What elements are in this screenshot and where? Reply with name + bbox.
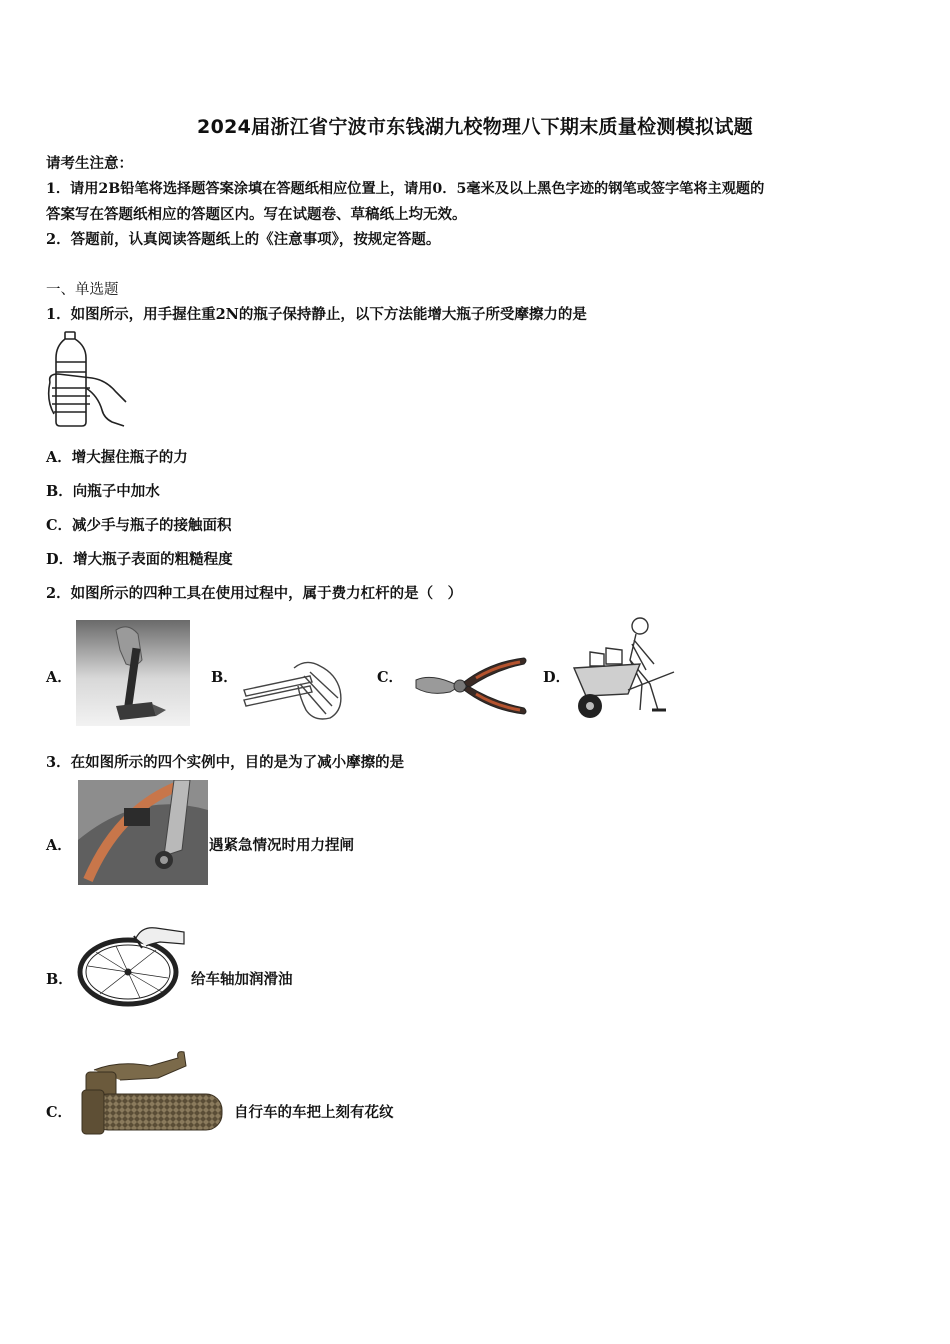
notice-line-1b: 答案写在答题纸相应的答题区内。写在试题卷、草稿纸上均无效。 — [46, 206, 467, 223]
q3-caption-a: 遇紧急情况时用力捏闸 — [209, 837, 354, 854]
pliers-figure — [410, 652, 530, 716]
q2-stem: 2．如图所示的四种工具在使用过程中，属于费力杠杆的是（ ） — [46, 585, 463, 602]
q3-label-b: B． — [46, 971, 73, 988]
q2-label-c: C． — [377, 669, 404, 686]
bicycle-handlebar-grip-figure — [80, 1050, 228, 1142]
q3-caption-c: 自行车的车把上刻有花纹 — [234, 1104, 394, 1121]
bicycle-brake-figure — [78, 780, 208, 885]
q1-stem: 1．如图所示，用手握住重2N的瓶子保持静止，以下方法能增大瓶子所受摩擦力的是 — [46, 306, 587, 323]
page-title: 2024届浙江省宁波市东钱湖九校物理八下期末质量检测模拟试题 — [197, 116, 753, 138]
q1-option-b: B．向瓶子中加水 — [46, 483, 160, 500]
bicycle-wheel-oil-figure — [76, 922, 188, 1008]
notice-line-2: 2．答题前，认真阅读答题纸上的《注意事项》，按规定答题。 — [46, 231, 441, 248]
q3-label-a: A． — [46, 837, 72, 854]
q1-option-a: A．增大握住瓶子的力 — [46, 449, 188, 466]
q3-label-c: C． — [46, 1104, 73, 1121]
q2-label-b: B． — [211, 669, 238, 686]
notice-heading: 请考生注意： — [46, 155, 133, 172]
q3-caption-b: 给车轴加润滑油 — [191, 971, 293, 988]
hammer-figure — [76, 620, 190, 726]
wheelbarrow-figure — [570, 614, 682, 724]
q1-option-d: D．增大瓶子表面的粗糙程度 — [46, 551, 233, 568]
bottle-in-hand-figure — [46, 330, 128, 430]
notice-line-1: 1．请用2B铅笔将选择题答案涂填在答题纸相应位置上，请用0．5毫米及以上黑色字迹的钢笔或签字笔将主观题的 — [46, 181, 765, 197]
q3-stem: 3．在如图所示的四个实例中，目的是为了减小摩擦的是 — [46, 754, 405, 771]
nutcracker-tool-figure — [240, 650, 350, 722]
q2-label-d: D． — [543, 669, 571, 686]
q1-option-c: C．减少手与瓶子的接触面积 — [46, 517, 232, 534]
q2-label-a: A． — [46, 669, 72, 686]
section-heading: 一、单选题 — [46, 282, 119, 298]
